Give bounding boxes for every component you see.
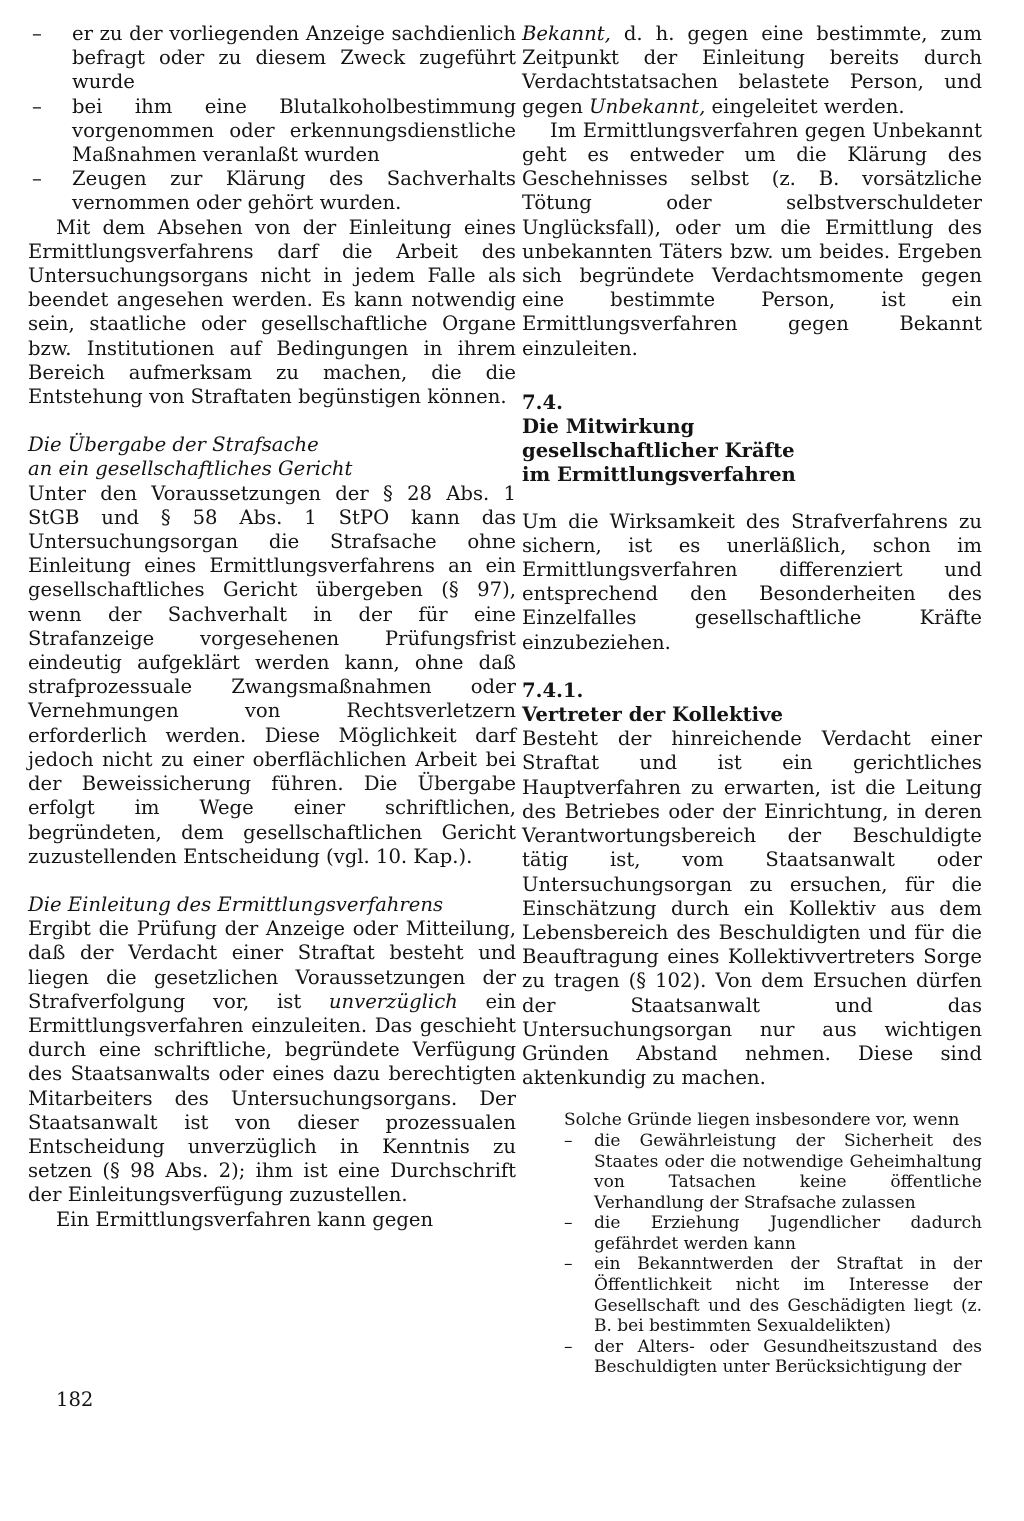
list-item: – er zu der vorliegenden Anzeige sachdienlich befragt oder zu diesem Zweck zugeführt wurde <box>28 22 516 95</box>
einleitung-text-start: Ergibt die Prüfung der Anzeige oder Mitteilung, daß der Verdacht einer Straftat besteht und liegen die gesetzlichen Voraussetzungen der Strafverfolgung vor, ist <box>28 917 516 1013</box>
list-item: – der Alters- oder Gesundheitszustand des Beschuldigten unter Berücksichtigung der <box>564 1337 982 1378</box>
section-title-line1: Die Mitwirkung <box>522 415 695 439</box>
einleitung-emphasis: unverzüglich <box>328 989 458 1013</box>
paragraph-einleitung <box>28 917 516 1207</box>
paragraph-unbekannt: Im Ermittlungsverfahren gegen Unbekannt geht es entweder um die Klärung des Geschehnisses selbst (z. B. vorsätzliche Tötung oder selbstverschuldeter Unglücksfall), oder um die Ermittlung des unbekannten Täters bzw. um beides. Ergeben sich begründete Verdachtsmomente gegen eine bestimmte Person, ist ein Ermittlungsverfahren gegen Bekannt einzuleiten. <box>522 118 982 360</box>
heading-uebergabe-line2: an ein gesellschaftliches Gericht <box>28 457 353 481</box>
heading-uebergabe-line1: Die Übergabe der Strafsache <box>28 433 319 457</box>
paragraph-absehen: Mit dem Absehen von der Einleitung eines Ermittlungsverfahrens darf die Arbeit des Untersuchungsorgans nicht in jedem Falle als beendet angesehen werden. Es kann notwendig sein, staatliche oder gesellschaftliche Organe bzw. Institutionen auf Bedingungen in ihrem Bereich aufmerksam zu machen, die die Entstehung von Straftaten begünstigen können. <box>28 215 516 409</box>
paragraph-wirksamkeit: Um die Wirksamkeit des Strafverfahrens zu sichern, ist es unerläßlich, schon im Ermittlungsverfahren differenziert und entsprechend den Besonderheiten des Einzelfalles gesellschaftliche Kräfte einzubeziehen. <box>522 509 982 654</box>
small-print-list <box>564 1131 982 1378</box>
paragraph-kollektive: Besteht der hinreichende Verdacht einer Straftat und ist ein gerichtliches Hauptverfahren zu erwarten, ist die Leitung des Betriebes oder der Einrichtung, in deren Verantwortungsbereich der Beschuldigte tätig ist, vom Staatsanwalt oder Untersuchungsorgan zu ersuchen, für die Einschätzung durch ein Kollektiv aus dem Lebensbereich des Beschuldigten und für die Beauftragung eines Kollektivvertreters Sorge zu tragen (§ 102). Von dem Ersuchen dürfen der Staatsanwalt und das Untersuchungsorgan nur aus wichtigen Gründen Abstand nehmen. Diese sind aktenkundig zu machen. <box>522 727 982 1090</box>
paragraph-gegen: Ein Ermittlungsverfahren kann gegen <box>56 1207 434 1231</box>
subsection-number: 7.4.1. <box>522 678 584 702</box>
continuation-middle: d. h. gegen eine bestimmte, zum Zeitpunkt der Einleitung bereits durch Verdachtstatsachen belastete Person, und gegen <box>522 22 982 118</box>
right-column <box>522 22 982 1378</box>
list-item: – bei ihm eine Blutalkoholbestimmung vorgenommen oder erkennungsdienstliche Maßnahmen veranlaßt wurden <box>28 95 516 168</box>
section-title-line3: im Ermittlungsverfahren <box>522 463 796 487</box>
section-number: 7.4. <box>522 390 563 414</box>
subsection-title: Vertreter der Kollektive <box>522 703 783 727</box>
page-number: 182 <box>56 1388 94 1411</box>
list-item: – die Gewährleistung der Sicherheit des Staates oder die notwendige Geheimhaltung von Tatsachen keine öffentliche Verhandlung der Strafsache zulassen <box>564 1131 982 1213</box>
list-item: – Zeugen zur Klärung des Sachverhalts vernommen oder gehört wurden. <box>28 167 516 215</box>
paragraph-uebergabe: Unter den Voraussetzungen der § 28 Abs. 1 StGB und § 58 Abs. 1 StPO kann das Untersuchungsorgan die Strafsache ohne Einleitung eines Ermittlungsverfahrens an ein gesellschaftliches Gericht übergeben (§ 97), wenn der Sachverhalt in der für eine Strafanzeige vorgesehenen Prüfungsfrist eindeutig aufgeklärt werden kann, ohne daß strafprozessuale Zwangsmaßnahmen oder Vernehmungen von Rechtsverletzern erforderlich werden. Diese Möglichkeit darf jedoch nicht zu einer oberflächlichen Arbeit bei der Beweissicherung führen. Die Übergabe erfolgt im Wege einer schriftlichen, begründeten, dem gesellschaftlichen Gericht zuzustellenden Entscheidung (vgl. 10. Kap.). <box>28 481 516 868</box>
left-column <box>28 22 516 1232</box>
continuation-end: eingeleitet werden. <box>711 94 905 118</box>
emphasis-unbekannt: Unbekannt, <box>589 94 706 118</box>
list-item: – ein Bekanntwerden der Straftat in der Öffentlichkeit nicht im Interesse der Gesellschaft und des Geschädigten liegt (z. B. bei bestimmten Sexualdelikten) <box>564 1254 982 1336</box>
small-print-intro: Solche Gründe liegen insbesondere vor, wenn <box>564 1110 960 1131</box>
small-print-block <box>564 1110 982 1378</box>
heading-einleitung: Die Einleitung des Ermittlungsverfahrens <box>28 892 444 916</box>
section-title-line2: gesellschaftlicher Kräfte <box>522 439 795 463</box>
emphasis-bekannt: Bekannt, <box>522 22 611 45</box>
intro-dash-list <box>28 22 516 216</box>
list-item: – die Erziehung Jugendlicher dadurch gefährdet werden kann <box>564 1213 982 1254</box>
paragraph-continuation <box>522 22 982 119</box>
einleitung-text-end: ein Ermittlungsverfahren einzuleiten. Das geschieht durch eine schriftliche, begründete Verfügung des Staatsanwalts oder eines dazu berechtigten Mitarbeiters des Untersuchungsorgans. Der Staatsanwalt ist von dieser prozessualen Entscheidung unverzüglich in Kenntnis zu setzen (§ 98 Abs. 2); ihm ist eine Durchschrift der Einleitungsverfügung zuzustellen. <box>28 989 516 1207</box>
